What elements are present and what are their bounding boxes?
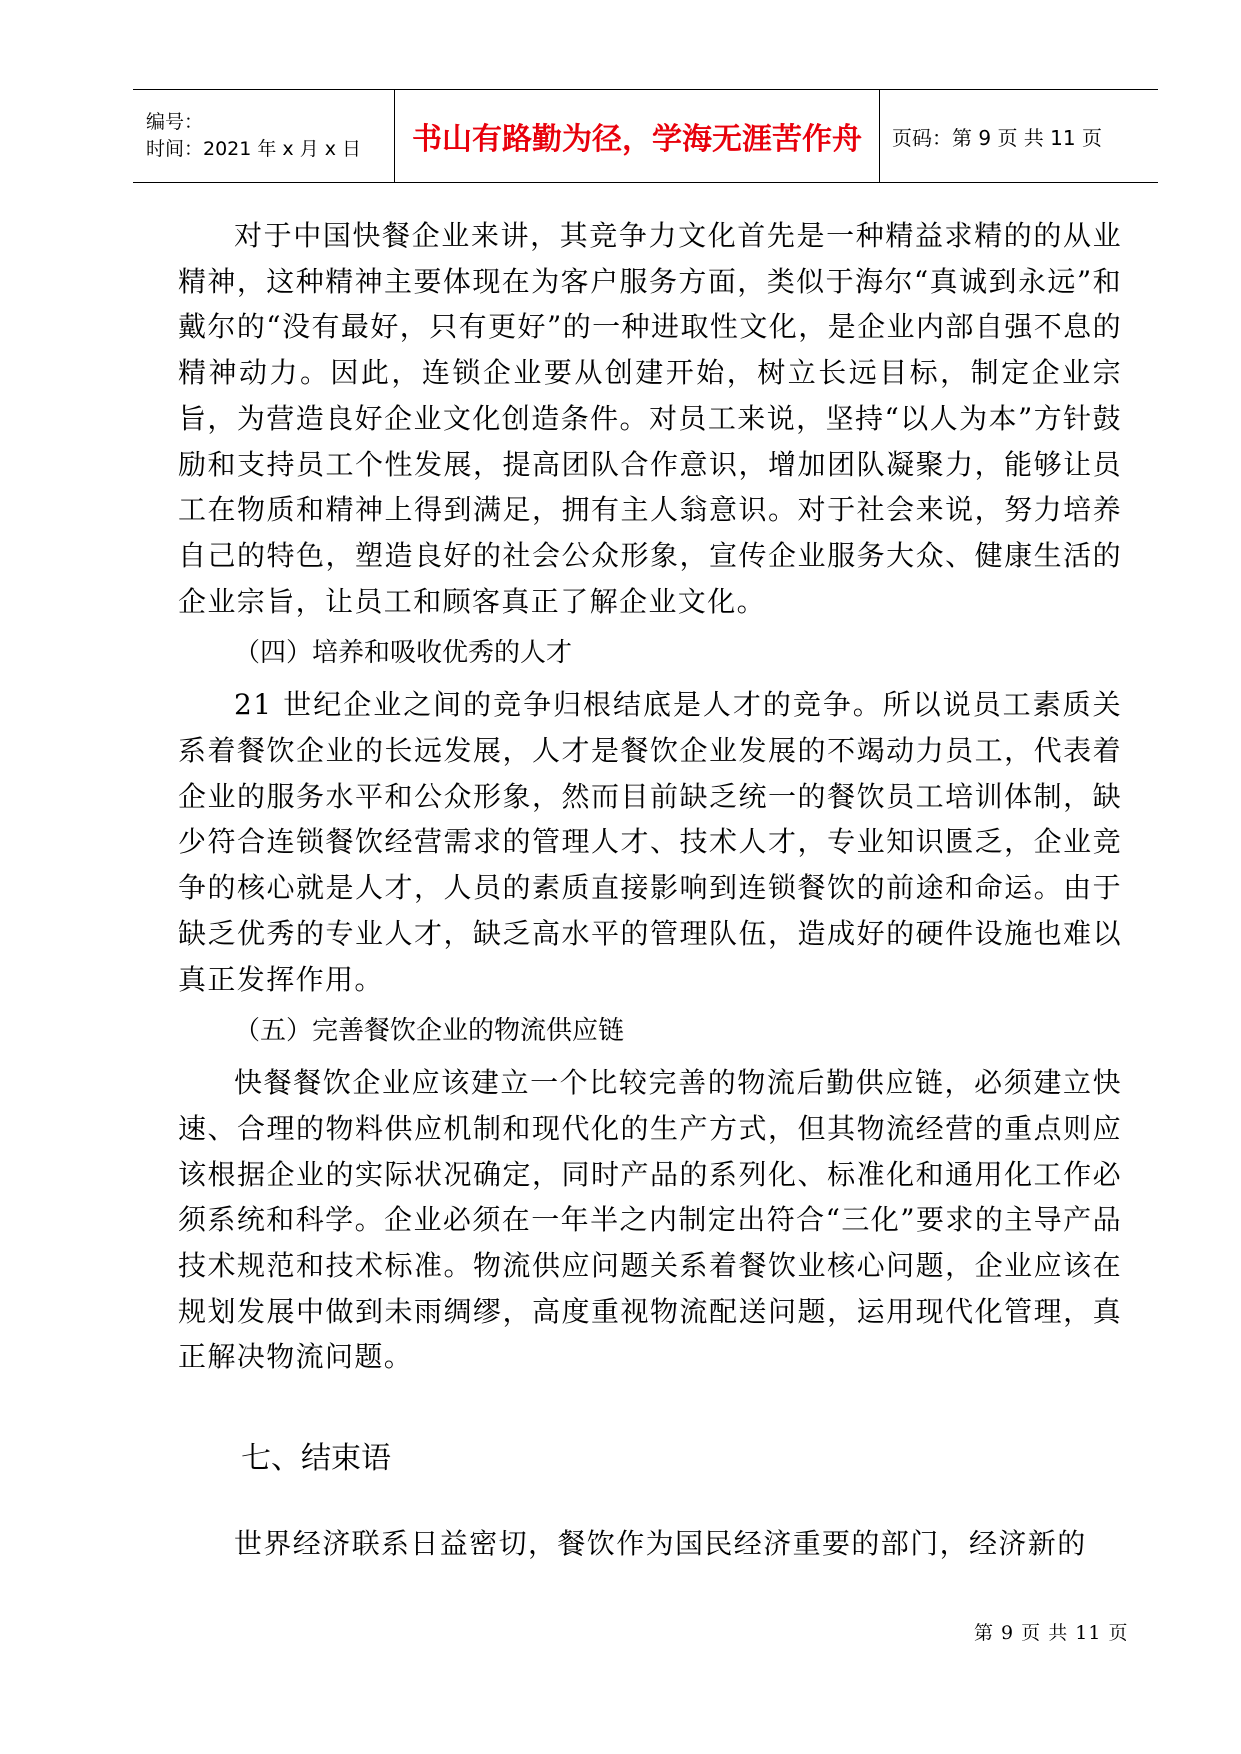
paragraph-culture: 对于中国快餐企业来讲，其竞争力文化首先是一种精益求精的的从业精神，这种精神主要体现在为客户服务方面，类似于海尔“真诚到永远”和戴尔的“没有最好，只有更好”的一种进取性文化，是企业内部自强不息的精神动力。因此，连锁企业要从创建开始，树立长远目标，制定企业宗旨，为营造良好企业文化创造条件。对员工来说，坚持“以人为本”方针鼓励和支持员工个性发展，提高团队合作意识，增加团队凝聚力，能够让员工在物质和精神上得到满足，拥有主人翁意识。对于社会来说，努力培养自己的特色，塑造良好的社会公众形象，宣传企业服务大众、健康生活的企业宗旨，让员工和顾客真正了解企业文化。 [178, 219, 1122, 618]
section-gap [178, 1482, 1122, 1521]
document-number-label: 编号： [146, 111, 204, 133]
page-info-text: 页码：第 9 页 共 11 页 [892, 125, 1102, 150]
motto-text: 书山有路勤为径，学海无涯苦作舟 [412, 122, 862, 157]
paragraph-conclusion: 世界经济联系日益密切，餐饮作为国民经济重要的部门，经济新的 [234, 1527, 1087, 1561]
document-body [178, 213, 1122, 1567]
page-footer: 第 9 页 共 11 页 [974, 1622, 1129, 1644]
header-table [133, 89, 1158, 183]
header-page-info [880, 90, 1158, 182]
document-time-label: 时间：2021 年 x 月 x 日 [146, 138, 362, 160]
paragraph-logistics: 快餐餐饮企业应该建立一个比较完善的物流后勤供应链，必须建立快速、合理的物料供应机制和现代化的生产方式，但其物流经营的重点则应该根据企业的实际状况确定，同时产品的系列化、标准化和通用化工作必须系统和科学。企业必须在一年半之内制定出符合“三化”要求的主导产品技术规范和技术标准。物流供应问题关系着餐饮业核心问题，企业应该在规划发展中做到未雨绸缪，高度重视物流配送问题，运用现代化管理，真正解决物流问题。 [178, 1066, 1122, 1374]
subheading-logistics: （五）完善餐饮企业的物流供应链 [234, 1016, 625, 1047]
header-motto [395, 90, 880, 182]
section-heading-conclusion: 七、结束语 [241, 1441, 391, 1477]
subheading-talent: （四）培养和吸收优秀的人才 [234, 638, 573, 669]
paragraph-talent: 21 世纪企业之间的竞争归根结底是人才的竞争。所以说员工素质关系着餐饮企业的长远发展，人才是餐饮企业发展的不竭动力员工，代表着企业的服务水平和公众形象，然而目前缺乏统一的餐饮员工培训体制，缺少符合连锁餐饮经营需求的管理人才、技术人才，专业知识匮乏，企业竞争的核心就是人才，人员的素质直接影响到连锁餐饮的前途和命运。由于缺乏优秀的专业人才，缺乏高水平的管理队伍，造成好的硬件设施也难以真正发挥作用。 [178, 688, 1122, 996]
header-meta [133, 90, 395, 182]
